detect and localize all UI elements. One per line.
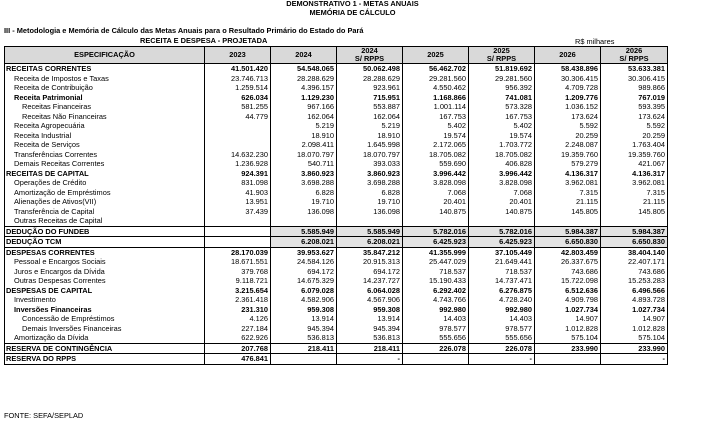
cell-value: 145.805 [601,207,668,217]
row-label: Transferência de Capital [5,207,205,217]
cell-value: 622.926 [205,333,271,343]
cell-value: 54.548.065 [271,64,337,74]
cell-value [271,216,337,226]
cell-value: 7.068 [403,188,469,198]
row-label: Alienações de Ativos(VII) [5,197,205,207]
cell-value: 3.962.081 [601,178,668,188]
cell-value: 1.027.734 [535,305,601,315]
cell-value [337,216,403,226]
cell-value: 555.656 [403,333,469,343]
cell-value: 50.062.498 [337,64,403,74]
table-row [5,276,668,286]
table-row [5,333,668,343]
row-label: Receitas Não Financeiras [5,112,205,122]
cell-value: 5.585.949 [271,226,337,237]
cell-value: 6.425.923 [403,237,469,248]
cell-value: 14.907 [535,314,601,324]
table-row [5,324,668,334]
table-row [5,295,668,305]
cell-value: 5.402 [469,121,535,131]
cell-value: 4.893.728 [601,295,668,305]
cell-value: 226.078 [469,343,535,354]
table-row [5,267,668,277]
cell-value: 6.425.923 [469,237,535,248]
table-row [5,102,668,112]
cell-value: 4.550.462 [403,83,469,93]
row-label: Receita Industrial [5,131,205,141]
cell-value: 145.805 [535,207,601,217]
cell-value: 18.070.797 [271,150,337,160]
cell-value: 167.753 [403,112,469,122]
cell-value: 4.567.906 [337,295,403,305]
cell-value: 4.136.317 [535,169,601,179]
cell-value: 4.396.157 [271,83,337,93]
cell-value: 4.709.728 [535,83,601,93]
cell-value: 3.215.654 [205,286,271,296]
cell-value: 6.276.875 [469,286,535,296]
cell-value: 715.951 [337,93,403,103]
cell-value: 956.392 [469,83,535,93]
row-label: Receita Agropecuária [5,121,205,131]
column-header: 2026 [535,47,601,64]
cell-value: 15.722.098 [535,276,601,286]
cell-value: 536.813 [337,333,403,343]
cell-value: 218.411 [337,343,403,354]
cell-value: 831.098 [205,178,271,188]
cell-value: 18.705.082 [469,150,535,160]
cell-value: 7.315 [535,188,601,198]
cell-value: 19.574 [469,131,535,141]
cell-value: 6.650.830 [601,237,668,248]
cell-value: 58.438.896 [535,64,601,74]
row-label: Outras Despesas Correntes [5,276,205,286]
cell-value: 29.281.560 [469,74,535,84]
row-label: Amortização de Empréstimos [5,188,205,198]
cell-value: 18.910 [271,131,337,141]
cell-value: 140.875 [469,207,535,217]
cell-value: 14.675.329 [271,276,337,286]
column-header: 2023 [205,47,271,64]
cell-value: 28.170.039 [205,247,271,257]
table-row [5,131,668,141]
cell-value: 626.034 [205,93,271,103]
cell-value [205,237,271,248]
cell-value: 136.098 [337,207,403,217]
table-row [5,169,668,179]
table-row [5,112,668,122]
cell-value: 6.650.830 [535,237,601,248]
row-label: DEDUÇÃO DO FUNDEB [5,226,205,237]
cell-value [205,216,271,226]
cell-value: 5.592 [601,121,668,131]
cell-value: 14.403 [469,314,535,324]
cell-value: 25.447.029 [403,257,469,267]
row-label: RESERVA DO RPPS [5,354,205,365]
row-label: Receita de Contribuição [5,83,205,93]
cell-value: 42.803.459 [535,247,601,257]
cell-value: 227.184 [205,324,271,334]
cell-value [601,216,668,226]
cell-value [403,216,469,226]
cell-value: 20.915.313 [337,257,403,267]
cell-value: 3.962.081 [535,178,601,188]
cell-value: 4.728.240 [469,295,535,305]
row-label: Receitas Financeiras [5,102,205,112]
cell-value: 559.690 [403,159,469,169]
cell-value: 6.828 [337,188,403,198]
cell-value: 20.259 [535,131,601,141]
cell-value: 924.391 [205,169,271,179]
cell-value: 19.359.760 [601,150,668,160]
row-label: DESPESAS DE CAPITAL [5,286,205,296]
cell-value: 959.308 [337,305,403,315]
column-header: 2025 [403,47,469,64]
table-row [5,150,668,160]
cell-value: 13.914 [337,314,403,324]
cell-value: 18.910 [337,131,403,141]
table-header-row [5,47,668,64]
cell-value: 536.813 [271,333,337,343]
table-row [5,226,668,237]
cell-value [205,121,271,131]
cell-value: 4.126 [205,314,271,324]
cell-value: 959.308 [271,305,337,315]
row-label: Amortização da Dívida [5,333,205,343]
cell-value [403,354,469,365]
cell-value: 992.980 [403,305,469,315]
cell-value: 162.064 [337,112,403,122]
cell-value: 3.860.923 [271,169,337,179]
cell-value: 19.710 [337,197,403,207]
column-header: 2026 S/ RPPS [601,47,668,64]
cell-value: 173.624 [601,112,668,122]
table-row [5,121,668,131]
report-subtitle: MEMÓRIA DE CÁLCULO [309,8,396,17]
cell-value: 20.259 [601,131,668,141]
row-label: Receita Patrimonial [5,93,205,103]
table-row [5,354,668,365]
cell-value: 162.064 [271,112,337,122]
row-label: Pessoal e Encargos Sociais [5,257,205,267]
cell-value: 38.404.140 [601,247,668,257]
cell-value: 5.219 [337,121,403,131]
cell-value: 207.768 [205,343,271,354]
cell-value: 393.033 [337,159,403,169]
cell-value [469,216,535,226]
cell-value: 5.782.016 [403,226,469,237]
cell-value: 978.577 [469,324,535,334]
column-header: 2024 S/ RPPS [337,47,403,64]
column-header: 2025 S/ RPPS [469,47,535,64]
cell-value: 14.907 [601,314,668,324]
cell-value: 13.914 [271,314,337,324]
cell-value: 20.401 [469,197,535,207]
cell-value: 3.996.442 [403,169,469,179]
cell-value: 21.649.441 [469,257,535,267]
cell-value: 173.624 [535,112,601,122]
report-title: DEMONSTRATIVO 1 - METAS ANUAIS [286,0,419,8]
cell-value: 22.407.171 [601,257,668,267]
cell-value [205,226,271,237]
cell-value: 19.710 [271,197,337,207]
cell-value: 6.208.021 [271,237,337,248]
cell-value: 579.279 [535,159,601,169]
section-title: RECEITA E DESPESA - PROJETADA [140,36,268,45]
cell-value [535,216,601,226]
row-label: Investimento [5,295,205,305]
cell-value: 15.253.283 [601,276,668,286]
cell-value: 575.104 [601,333,668,343]
cell-value: 26.337.675 [535,257,601,267]
cell-value: 718.537 [469,267,535,277]
table-row [5,314,668,324]
column-header: ESPECIFICAÇÃO [5,47,205,64]
projection-table [4,46,668,365]
cell-value [205,131,271,141]
cell-value: 5.984.387 [601,226,668,237]
cell-value: 231.310 [205,305,271,315]
cell-value: 51.819.692 [469,64,535,74]
cell-value: 555.656 [469,333,535,343]
cell-value: 18.070.797 [337,150,403,160]
cell-value: 989.866 [601,83,668,93]
cell-value: 6.828 [271,188,337,198]
cell-value: 992.980 [469,305,535,315]
cell-value: 1.001.114 [403,102,469,112]
cell-value: 41.355.999 [403,247,469,257]
cell-value: 233.990 [535,343,601,354]
cell-value: 18.671.551 [205,257,271,267]
cell-value [205,140,271,150]
row-label: Transferências Correntes [5,150,205,160]
table-row [5,237,668,248]
cell-value: 945.394 [337,324,403,334]
cell-value: 923.961 [337,83,403,93]
cell-value: 15.190.433 [403,276,469,286]
cell-value: 7.068 [469,188,535,198]
cell-value: 5.592 [535,121,601,131]
cell-value: 476.841 [205,354,271,365]
cell-value: 29.281.560 [403,74,469,84]
cell-value: 743.686 [535,267,601,277]
cell-value: 1.236.928 [205,159,271,169]
cell-value: 136.098 [271,207,337,217]
cell-value: 21.115 [535,197,601,207]
cell-value: 24.584.126 [271,257,337,267]
row-label: RESERVA DE CONTINGÊNCIA [5,343,205,354]
cell-value: 1.012.828 [601,324,668,334]
row-label: RECEITAS CORRENTES [5,64,205,74]
cell-value: 41.903 [205,188,271,198]
cell-value: 3.860.923 [337,169,403,179]
row-label: DESPESAS CORRENTES [5,247,205,257]
cell-value: 20.401 [403,197,469,207]
table-row [5,197,668,207]
methodology-heading: III - Metodologia e Memória de Cálculo das Metas Anuais para o Resultado Primário do Estado do Pará [4,26,364,35]
cell-value: 1.763.404 [601,140,668,150]
cell-value: 30.306.415 [601,74,668,84]
cell-value: 1.012.828 [535,324,601,334]
cell-value: 3.828.098 [403,178,469,188]
cell-value: 694.172 [271,267,337,277]
table-row [5,216,668,226]
cell-value: 233.990 [601,343,668,354]
row-label: Receita de Impostos e Taxas [5,74,205,84]
row-label: Juros e Encargos da Dívida [5,267,205,277]
cell-value: 553.887 [337,102,403,112]
cell-value: 1.703.772 [469,140,535,150]
row-label: Inversões Financeiras [5,305,205,315]
cell-value: 37.105.449 [469,247,535,257]
cell-value: 35.847.212 [337,247,403,257]
cell-value: 6.208.021 [337,237,403,248]
cell-value: 6.496.566 [601,286,668,296]
cell-value: 19.574 [403,131,469,141]
cell-value: - [469,354,535,365]
cell-value: 743.686 [601,267,668,277]
cell-value: 1.129.230 [271,93,337,103]
table-row [5,74,668,84]
cell-value: 2.248.087 [535,140,601,150]
cell-value: 6.292.402 [403,286,469,296]
source-note: FONTE: SEFA/SEPLAD [4,411,84,420]
row-label: RECEITAS DE CAPITAL [5,169,205,179]
table-row [5,247,668,257]
cell-value: - [337,354,403,365]
cell-value: 218.411 [271,343,337,354]
cell-value: 3.996.442 [469,169,535,179]
cell-value: 3.828.098 [469,178,535,188]
table-row [5,83,668,93]
cell-value: 2.172.065 [403,140,469,150]
cell-value: 28.288.629 [337,74,403,84]
cell-value: 13.951 [205,197,271,207]
table-row [5,178,668,188]
cell-value: 5.219 [271,121,337,131]
table-row [5,93,668,103]
cell-value: 6.512.636 [535,286,601,296]
cell-value: 406.828 [469,159,535,169]
row-label: Concessão de Empréstimos [5,314,205,324]
table-row [5,207,668,217]
cell-value: 4.136.317 [601,169,668,179]
cell-value: 4.743.766 [403,295,469,305]
cell-value: 573.328 [469,102,535,112]
cell-value: 14.632.230 [205,150,271,160]
cell-value: 1.259.514 [205,83,271,93]
cell-value: 140.875 [403,207,469,217]
row-label: Operações de Crédito [5,178,205,188]
cell-value: 3.698.288 [271,178,337,188]
cell-value: 1.209.776 [535,93,601,103]
cell-value: 379.768 [205,267,271,277]
cell-value: 6.064.028 [337,286,403,296]
cell-value: 741.081 [469,93,535,103]
cell-value: 2.361.418 [205,295,271,305]
cell-value: 694.172 [337,267,403,277]
table-row [5,188,668,198]
cell-value: 1.645.998 [337,140,403,150]
cell-value: 421.067 [601,159,668,169]
row-label: DEDUÇÃO TCM [5,237,205,248]
cell-value: 5.402 [403,121,469,131]
column-header: 2024 [271,47,337,64]
table-row [5,257,668,267]
cell-value: 37.439 [205,207,271,217]
cell-value: 7.315 [601,188,668,198]
cell-value: 19.359.760 [535,150,601,160]
cell-value: 23.746.713 [205,74,271,84]
cell-value: 6.079.028 [271,286,337,296]
cell-value: 1.168.866 [403,93,469,103]
cell-value: 967.166 [271,102,337,112]
cell-value: 1.036.152 [535,102,601,112]
cell-value: 5.782.016 [469,226,535,237]
cell-value: - [601,354,668,365]
cell-value: 44.779 [205,112,271,122]
cell-value: 4.582.906 [271,295,337,305]
cell-value: 226.078 [403,343,469,354]
cell-value: 39.953.627 [271,247,337,257]
cell-value: 593.395 [601,102,668,112]
cell-value: 14.737.471 [469,276,535,286]
cell-value: 767.019 [601,93,668,103]
cell-value: 28.288.629 [271,74,337,84]
row-label: Demais Inversões Financeiras [5,324,205,334]
cell-value: 5.984.387 [535,226,601,237]
row-label: Demais Receitas Correntes [5,159,205,169]
cell-value [535,354,601,365]
unit-label: R$ milhares [575,37,615,46]
cell-value [271,354,337,365]
table-row [5,305,668,315]
cell-value: 575.104 [535,333,601,343]
cell-value: 581.255 [205,102,271,112]
cell-value: 2.098.411 [271,140,337,150]
cell-value: 978.577 [403,324,469,334]
cell-value: 30.306.415 [535,74,601,84]
cell-value: 1.027.734 [601,305,668,315]
cell-value: 53.633.381 [601,64,668,74]
cell-value: 56.462.702 [403,64,469,74]
row-label: Receita de Serviços [5,140,205,150]
cell-value: 21.115 [601,197,668,207]
table-row [5,286,668,296]
cell-value: 5.585.949 [337,226,403,237]
cell-value: 3.698.288 [337,178,403,188]
table-row [5,64,668,74]
table-row [5,159,668,169]
cell-value: 167.753 [469,112,535,122]
cell-value: 9.118.721 [205,276,271,286]
cell-value: 41.501.420 [205,64,271,74]
cell-value: 718.537 [403,267,469,277]
cell-value: 540.711 [271,159,337,169]
row-label: Outras Receitas de Capital [5,216,205,226]
cell-value: 14.403 [403,314,469,324]
cell-value: 4.909.798 [535,295,601,305]
cell-value: 14.237.727 [337,276,403,286]
table-row [5,343,668,354]
cell-value: 945.394 [271,324,337,334]
table-row [5,140,668,150]
cell-value: 18.705.082 [403,150,469,160]
